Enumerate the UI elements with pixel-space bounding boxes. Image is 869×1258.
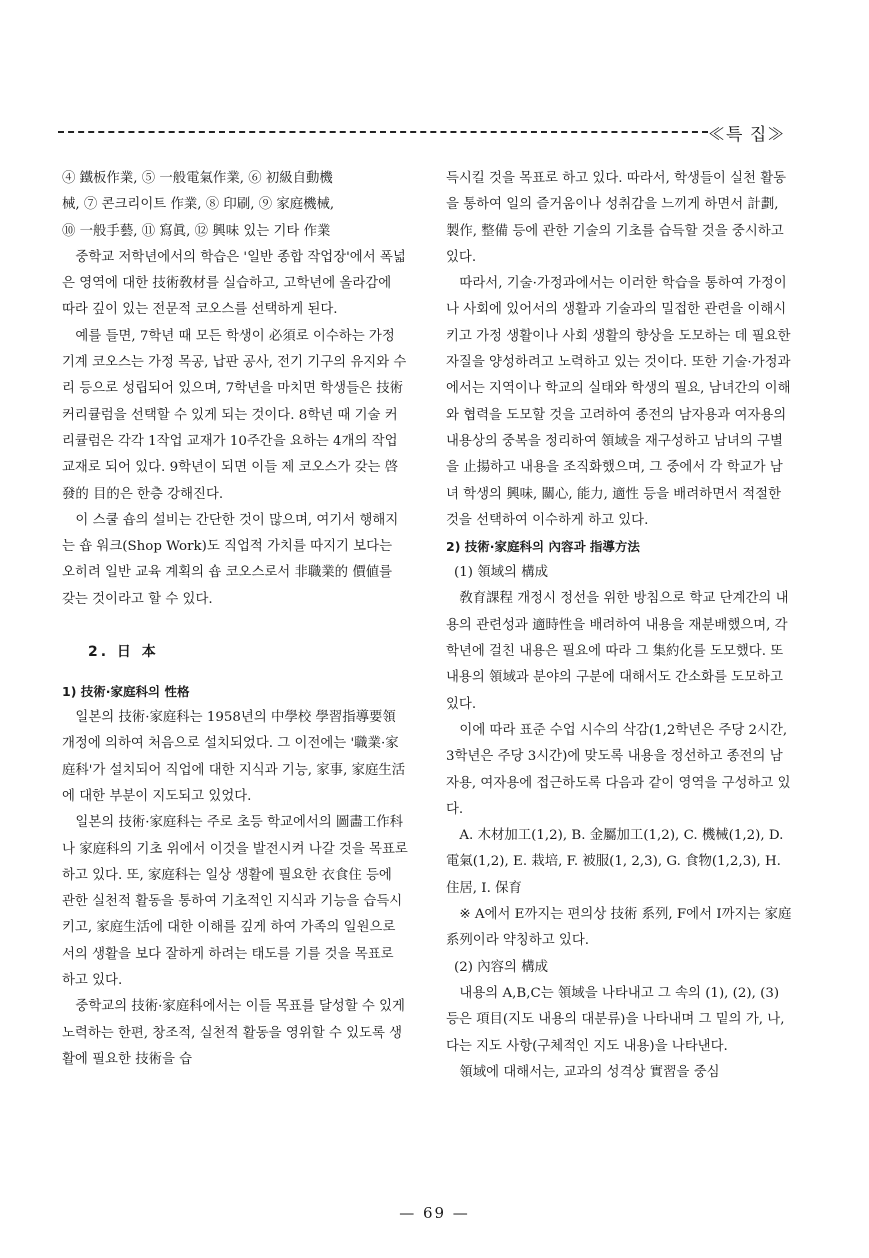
subsection-heading: 1) 技術·家庭科의 性格	[62, 684, 190, 700]
right-column	[446, 166, 792, 1086]
paragraph: 내용의 A,B,C는 領域을 나타내고 그 속의 (1), (2), (3) 등은 項目(지도 내용의 대분류)을 나타내며 그 밑의 가, 나, 다는 지도 사항(구체적인 지도 내용)을 나타낸다.	[446, 985, 785, 1054]
special-feature-tag: ≪특 집≫	[708, 125, 786, 145]
note-paragraph: ※ A에서 E까지는 편의상 技術 系列, F에서 I까지는 家庭 系列이라 약칭하고 있다.	[446, 907, 792, 949]
spacer	[62, 665, 408, 679]
paragraph: 일본의 技術·家庭科는 1958년의 中學校 學習指導要領 개정에 의하여 처음으로 설치되었다. 그 이전에는 '職業·家庭科'가 설치되어 직업에 대한 지식과 기능, 家事, 家庭生活에 대한 부분이 지도되고 있었다.	[62, 710, 406, 804]
paragraph: 중학교의 技術·家庭科에서는 이들 목표를 달성할 수 있게 노력하는 한편, 창조적, 실천적 활동을 영위할 수 있도록 생활에 필요한 技術을 습	[62, 999, 405, 1067]
paragraph: 일본의 技術·家庭科는 주로 초등 학교에서의 圖畵工作科나 家庭科의 기초 위에서 이것을 발전시켜 나갈 것을 목표로 하고 있다. 또, 家庭科는 일상 생활에 필요한 衣食住 등에 관한 실천적 활동을 통하여 기초적인 지식과 기능을 습득시키고, 家庭生活에 대한 이해를 깊게 하여 가족의 일원으로서의 생활을 보다 잘하게 하려는 태도를 기를 것을 목표로 하고 있다.	[62, 815, 408, 989]
paragraph: 예를 들면, 7학년 때 모든 학생이 必須로 이수하는 가정 기계 코오스는 가정 목공, 납판 공사, 전기 기구의 유지와 수리 등으로 성립되어 있으며, 7학년을 마치면 학생들은 技術 커리큘럼을 선택할 수 있게 되는 것이다. 8학년 때 기술 커리큘럼은 각각 1작업 교재가 10주간을 요하는 4개의 작업 교재로 되어 있다. 9학년이 되면 이들 제 코오스가 갖는 啓發的 目的은 한층 강해진다.	[62, 328, 407, 502]
list-line: 械, ⑦ 콘크리이트 作業, ⑧ 印刷, ⑨ 家庭機械,	[62, 197, 335, 213]
spacer	[62, 613, 408, 639]
paragraph: 領域에 대해서는, 교과의 성격상 實習을 중심	[459, 1064, 720, 1080]
paragraph: 이 스쿨 숍의 설비는 간단한 것이 많으며, 여기서 행해지는 숍 워크(Shop Work)도 직업적 가치를 따지기 보다는 오히려 일반 교육 계획의 숍 코오스로서 非職業的 價値를 갖는 것이라고 할 수 있다.	[62, 512, 399, 607]
paragraph: 중학교 저학년에서의 학습은 '일반 종합 작업장'에서 폭넓은 영역에 대한 技術敎材를 실습하고, 고학년에 올라감에 따라 깊이 있는 전문적 코오스를 선택하게 된다.	[62, 249, 406, 318]
header-dashed-rule	[58, 131, 708, 133]
sub-heading: (1) 領域의 構成	[454, 565, 548, 581]
subsection-heading: 2) 技術·家庭科의 內容과 指導方法	[446, 539, 640, 555]
paragraph: 이에 따라 표준 수업 시수의 삭감(1,2학년은 주당 2시간, 3학년은 주당 3시간)에 맞도록 내용을 정선하고 종전의 남자용, 여자용에 접근하도록 다음과 같이 영역을 구성하고 있다.	[446, 722, 791, 817]
list-line: ⑩ 一般手藝, ⑪ 寫眞, ⑫ 興味 있는 기타 作業	[62, 223, 331, 239]
sub-heading: (2) 內容의 構成	[454, 959, 548, 975]
left-column	[62, 166, 408, 1073]
list-line: ④ 鐵板作業, ⑤ 一般電氣作業, ⑥ 初級自動機	[62, 171, 333, 186]
paragraph: A. 木材加工(1,2), B. 金屬加工(1,2), C. 機械(1,2), D. 電氣(1,2), E. 栽培, F. 被服(1, 2,3), G. 食物(1,2,3), H. 住居, I. 保育	[446, 828, 784, 896]
page-number: — 69 —	[399, 1204, 470, 1222]
paragraph: 득시킬 것을 목표로 하고 있다. 따라서, 학생들이 실천 활동을 통하여 일의 즐거움이나 성취감을 느끼게 하면서 計劃, 製作, 整備 등에 관한 기술의 기초를 습득할 것을 중시하고 있다.	[446, 171, 787, 265]
section-title: 2. 日 本	[88, 644, 159, 661]
paragraph: 敎育課程 개정시 정선을 위한 방침으로 학교 단계간의 내용의 관련성과 適時性을 배려하여 내용을 재분배했으며, 각 학년에 걸친 내용은 필요에 따라 그 集約化를 도모했다. 또 내용의 領域과 분야의 구분에 대해서도 간소화를 도모하고 있다.	[446, 591, 789, 712]
paragraph: 따라서, 기술·가정과에서는 이러한 학습을 통하여 가정이나 사회에 있어서의 생활과 기술과의 밀접한 관련을 이해시키고 가정 생활이나 사회 생활의 향상을 도모하는 데 필요한 자질을 양성하려고 노력하고 있는 것이다. 또한 기술·가정과에서는 지역이나 학교의 실태와 학생의 필요, 남녀간의 이해와 협력을 도모할 것을 고려하여 종전의 남자용과 여자용의 내용상의 중복을 정리하여 領域을 재구성하고 남녀의 구별을 止揚하고 내용을 조직화했으며, 그 중에서 각 학교가 남녀 학생의 興味, 關心, 能力, 適性 등을 배려하면서 적절한 것을 선택하여 이수하게 하고 있다.	[446, 276, 791, 528]
